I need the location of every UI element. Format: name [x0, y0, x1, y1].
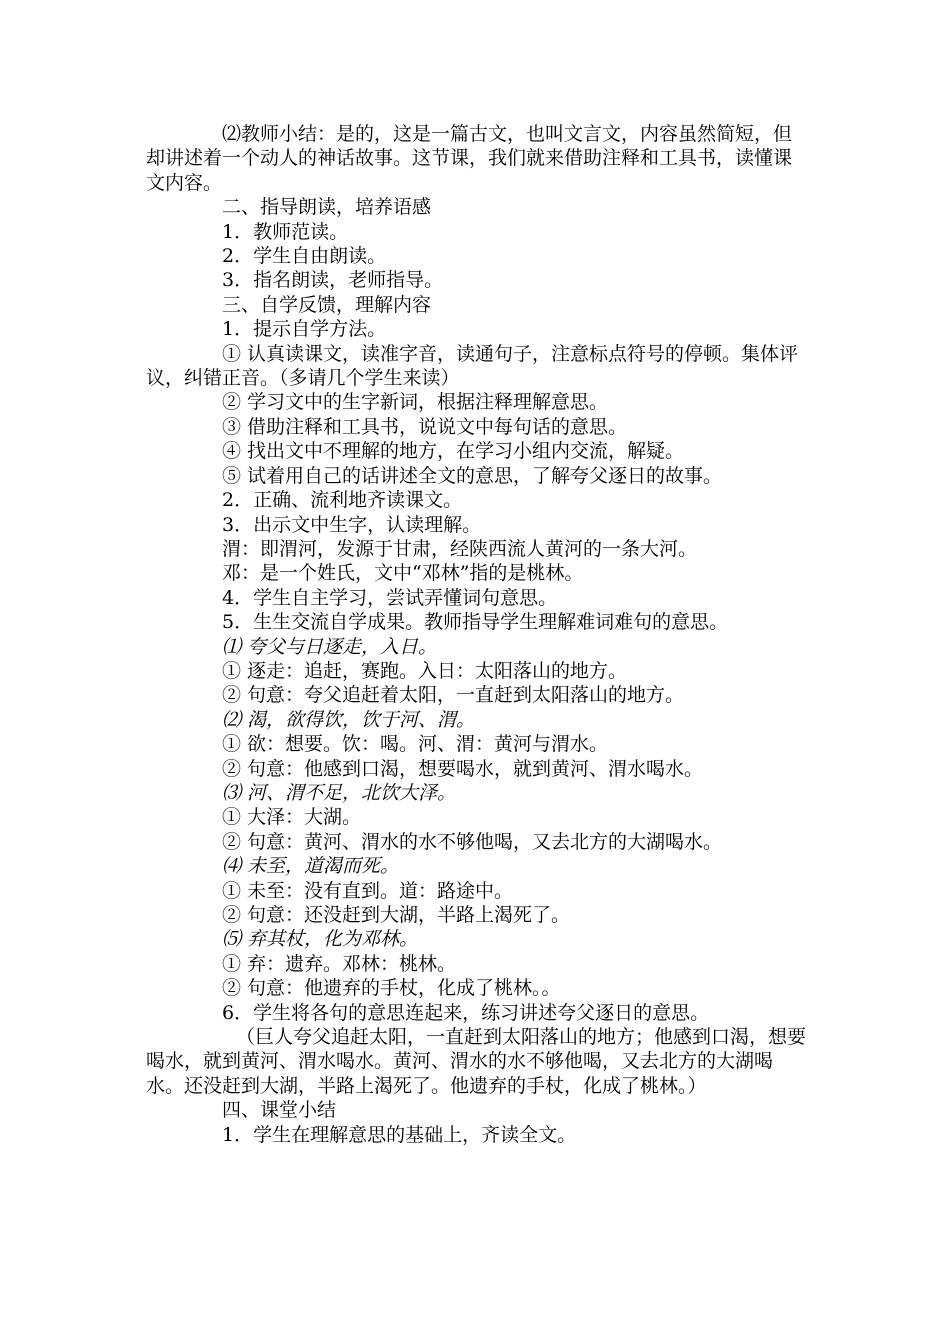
list-item: ① 弃：遗弃。邓林：桃林。 — [222, 952, 457, 975]
classical-sentence: ⑶ 河、渭不足，北饮大泽。 — [222, 781, 457, 804]
list-item: 1．学生在理解意思的基础上，齐读全文。 — [222, 1123, 577, 1146]
list-item: ① 大泽：大湖。 — [222, 806, 362, 829]
section-heading-3: 三、自学反馈，理解内容 — [222, 293, 432, 316]
list-item: ④ 找出文中不理解的地方，在学习小组内交流，解疑。 — [222, 440, 685, 463]
definition-line: 邓：是一个姓氏，文中“邓林”指的是桃林。 — [222, 562, 584, 585]
definition-line: 渭：即渭河，发源于甘肃，经陕西流人黄河的一条大河。 — [222, 537, 698, 560]
paragraph-retelling: （巨人夸父追赶太阳，一直赶到太阳落山的地方；他感到口渴，想要喝水，就到黄河、渭水喝水。黄河、渭水的水不够他喝，又去北方的大湖喝水。还没赶到大湖，半路上渴死了。他遗弃的手杖，化成了桃林。） — [146, 1026, 807, 1097]
list-item: ② 句意：黄河、渭水的水不够他喝，又去北方的大湖喝水。 — [222, 830, 723, 853]
list-item: ① 逐走：追赶，赛跑。入日：太阳落山的地方。 — [222, 659, 628, 682]
list-item: 1．提示自学方法。 — [222, 318, 387, 341]
section-heading-2: 二、指导朗读，培养语感 — [222, 196, 432, 219]
list-item: 3．出示文中生字，认读理解。 — [222, 513, 482, 536]
list-item: ① 未至：没有直到。道：路途中。 — [222, 879, 514, 902]
list-item: ① 欲：想要。饮：喝。河、渭：黄河与渭水。 — [222, 733, 609, 756]
list-item: ② 句意：夸父追赶着太阳，一直赶到太阳落山的地方。 — [222, 684, 685, 707]
list-item: ⑤ 试着用自己的话讲述全文的意思，了解夸父逐日的故事。 — [222, 464, 723, 487]
list-item: ① 认真读课文，读准字音，读通句子，注意标点符号的停顿。集体评议，纠错正音。（多请几个学生来读） — [146, 342, 799, 390]
classical-sentence: ⑸ 弃其杖，化为邓林。 — [222, 928, 419, 951]
list-item: ② 学习文中的生字新词，根据注释理解意思。 — [222, 391, 609, 414]
list-item: 6．学生将各句的意思连起来，练习讲述夸父逐日的意思。 — [222, 1001, 710, 1024]
list-item: 1．教师范读。 — [222, 220, 349, 243]
list-item: ② 句意：他遗弃的手杖，化成了桃林。。 — [222, 977, 561, 1000]
document-body — [146, 122, 810, 1147]
list-item: 2．正确、流利地齐读课文。 — [222, 489, 463, 512]
list-item: ③ 借助注释和工具书，说说文中每句话的意思。 — [222, 415, 628, 438]
list-item: 5．生生交流自学成果。教师指导学生理解难词难句的意思。 — [222, 611, 729, 634]
list-item: 3．指名朗读，老师指导。 — [222, 269, 444, 292]
classical-sentence: ⑴ 夸父与日逐走，入日。 — [222, 635, 438, 658]
classical-sentence: ⑵ 渴，欲得饮，饮于河、渭。 — [222, 708, 476, 731]
section-heading-4: 四、课堂小结 — [222, 1099, 337, 1122]
list-item: 2．学生自由朗读。 — [222, 245, 387, 268]
list-item: 4．学生自主学习，尝试弄懂词句意思。 — [222, 586, 558, 609]
classical-sentence: ⑷ 未至，道渴而死。 — [222, 855, 400, 878]
paragraph-teacher-summary: ⑵教师小结：是的，这是一篇古文，也叫文言文，内容虽然简短，但却讲述着一个动人的神话故事。这节课，我们就来借助注释和工具书，读懂课文内容。 — [146, 123, 793, 194]
list-item: ② 句意：他感到口渴，想要喝水，就到黄河、渭水喝水。 — [222, 757, 704, 780]
list-item: ② 句意：还没赶到大湖，半路上渴死了。 — [222, 904, 571, 926]
